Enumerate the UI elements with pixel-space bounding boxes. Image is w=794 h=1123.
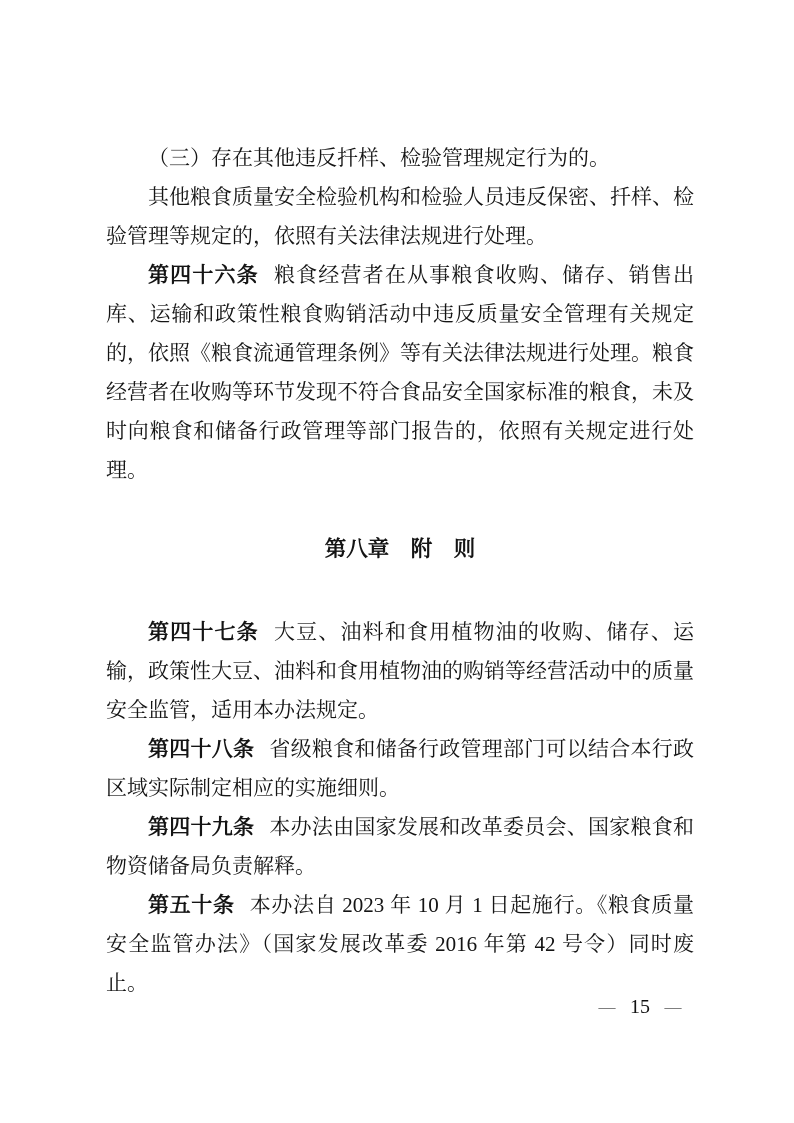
paragraph-text: 本办法自 2023 年 10 月 1 日起施行。《粮食质量安全监管办法》（国家发展改革委 2016 年第 42 号令）同时废止。	[106, 893, 695, 995]
article-lead: 第四十八条	[148, 737, 255, 761]
paragraph-article-47	[106, 613, 694, 730]
paragraph-text: 省级粮食和储备行政管理部门可以结合本行政区域实际制定相应的实施细则。	[106, 737, 695, 800]
page-content	[106, 0, 694, 1003]
footer-dash-right: —	[664, 996, 682, 1018]
paragraph-text: 粮食经营者在从事粮食收购、储存、销售出库、运输和政策性粮食购销活动中违反质量安全管理有关规定的，依照《粮食流通管理条例》等有关法律法规进行处理。粮食经营者在收购等环节发现不符合食品安全国家标准的粮食，未及时向粮食和储备行政管理等部门报告的，依照有关规定进行处理。	[106, 263, 695, 482]
paragraph-text: 其他粮食质量安全检验机构和检验人员违反保密、扦样、检验管理等规定的，依照有关法律法规进行处理。	[106, 185, 694, 248]
article-lead: 第四十九条	[148, 815, 255, 839]
article-lead: 第四十六条	[148, 263, 259, 287]
paragraph-article-46	[106, 256, 694, 490]
article-lead: 第五十条	[148, 893, 235, 917]
paragraph-article-49	[106, 808, 694, 886]
paragraph-text: 本办法由国家发展和改革委员会、国家粮食和物资储备局负责解释。	[106, 815, 695, 878]
page-number: 15	[630, 996, 650, 1018]
paragraph-article-48	[106, 730, 694, 808]
footer-dash-left: —	[598, 996, 616, 1018]
article-lead: 第四十七条	[148, 620, 259, 644]
paragraph	[106, 139, 694, 178]
paragraph	[106, 178, 694, 256]
paragraph-text: 大豆、油料和食用植物油的收购、储存、运输，政策性大豆、油料和食用植物油的购销等经营活动中的质量安全监管，适用本办法规定。	[106, 620, 695, 722]
paragraph-text: （三）存在其他违反扦样、检验管理规定行为的。	[148, 146, 610, 170]
paragraph-article-50	[106, 886, 694, 1003]
chapter-heading: 第八章 附 则	[324, 537, 476, 561]
page-footer	[597, 995, 683, 1019]
